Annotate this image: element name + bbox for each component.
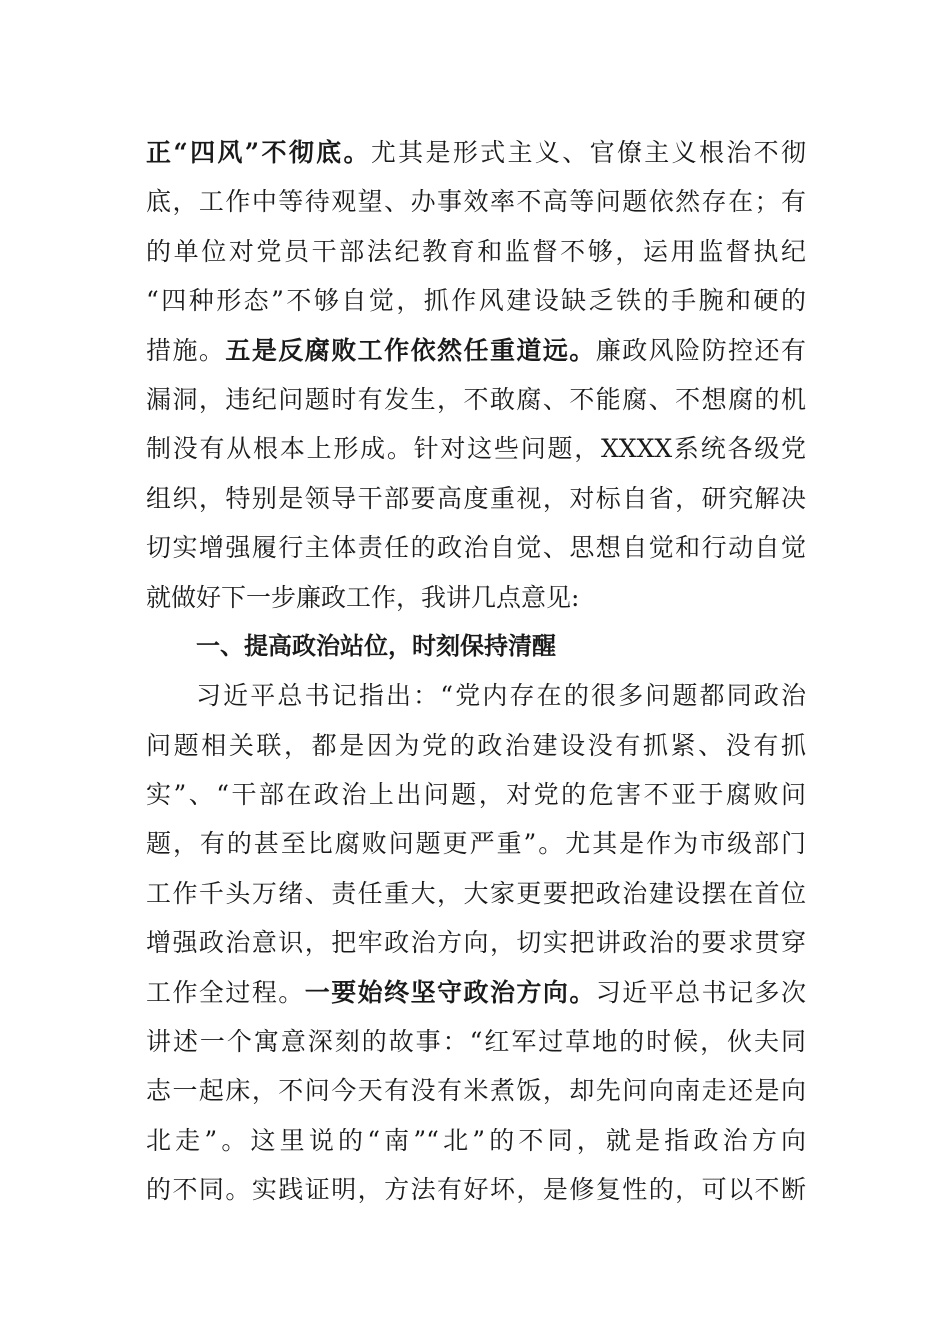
paragraph-line: 制没有从根本上形成。针对这些问题，XXXX系统各级党: [146, 434, 806, 464]
bold-phrase: 一要始终坚守政治方向。: [304, 977, 596, 1007]
paragraph-line: 问题相关联，都是因为党的政治建设没有抓紧、没有抓: [146, 730, 806, 760]
paragraph-line: 底，工作中等待观望、办事效率不高等问题依然存在；有: [146, 187, 806, 217]
paragraph-line: [146, 128, 806, 177]
text-run: 尤其是形式主义、官僚主义根治不彻: [370, 138, 806, 167]
section-heading: 一、提高政治站位，时刻保持清醒: [196, 631, 556, 660]
paragraph-line: 实”、“干部在政治上出问题，对党的危害不亚于腐败问: [146, 780, 806, 810]
paragraph-line: 就做好下一步廉政工作，我讲几点意见:: [146, 582, 580, 612]
paragraph-line: 志一起床，不问今天有没有米煮饭，却先问向南走还是向: [146, 1076, 806, 1106]
paragraph-line: 增强政治意识，把牢政治方向，切实把讲政治的要求贯穿: [146, 928, 806, 958]
bold-phrase: 五是反腐败工作依然任重道远。: [225, 335, 596, 365]
paragraph-line: “四种形态”不够自觉，抓作风建设缺乏铁的手腕和硬的: [146, 286, 806, 316]
paragraph-line: 组织，特别是领导干部要高度重视，对标自省，研究解决: [146, 483, 806, 513]
text-run: 措施。: [146, 335, 226, 365]
paragraph-line: 北走”。这里说的“南”“北”的不同，就是指政治方向: [146, 1125, 806, 1155]
paragraph-line: [146, 326, 806, 375]
text-run: 习近平总书记多次: [595, 977, 806, 1007]
document-body: [146, 128, 806, 1215]
paragraph-line: 题，有的甚至比腐败问题更严重”。尤其是作为市级部门: [146, 829, 806, 859]
paragraph-line: [146, 968, 806, 1017]
paragraph-line: 切实增强履行主体责任的政治自觉、思想自觉和行动自觉: [146, 533, 806, 563]
paragraph-line: 习近平总书记指出：“党内存在的很多问题都同政治: [196, 681, 806, 711]
text-run: 工作全过程。: [146, 977, 305, 1007]
paragraph-line: 讲述一个寓意深刻的故事：“红军过草地的时候，伙夫同: [146, 1027, 806, 1057]
paragraph-line: 漏洞，违纪问题时有发生，不敢腐、不能腐、不想腐的机: [146, 384, 806, 414]
bold-phrase: 正“四风”不彻底。: [146, 138, 371, 167]
paragraph-line: 工作千头万绪、责任重大，大家更要把政治建设摆在首位: [146, 878, 806, 908]
paragraph-line: 的不同。实践证明，方法有好坏，是修复性的，可以不断: [146, 1175, 806, 1205]
text-run: 廉政风险防控还有: [595, 335, 806, 365]
paragraph-line: 的单位对党员干部法纪教育和监督不够，运用监督执纪: [146, 236, 806, 266]
